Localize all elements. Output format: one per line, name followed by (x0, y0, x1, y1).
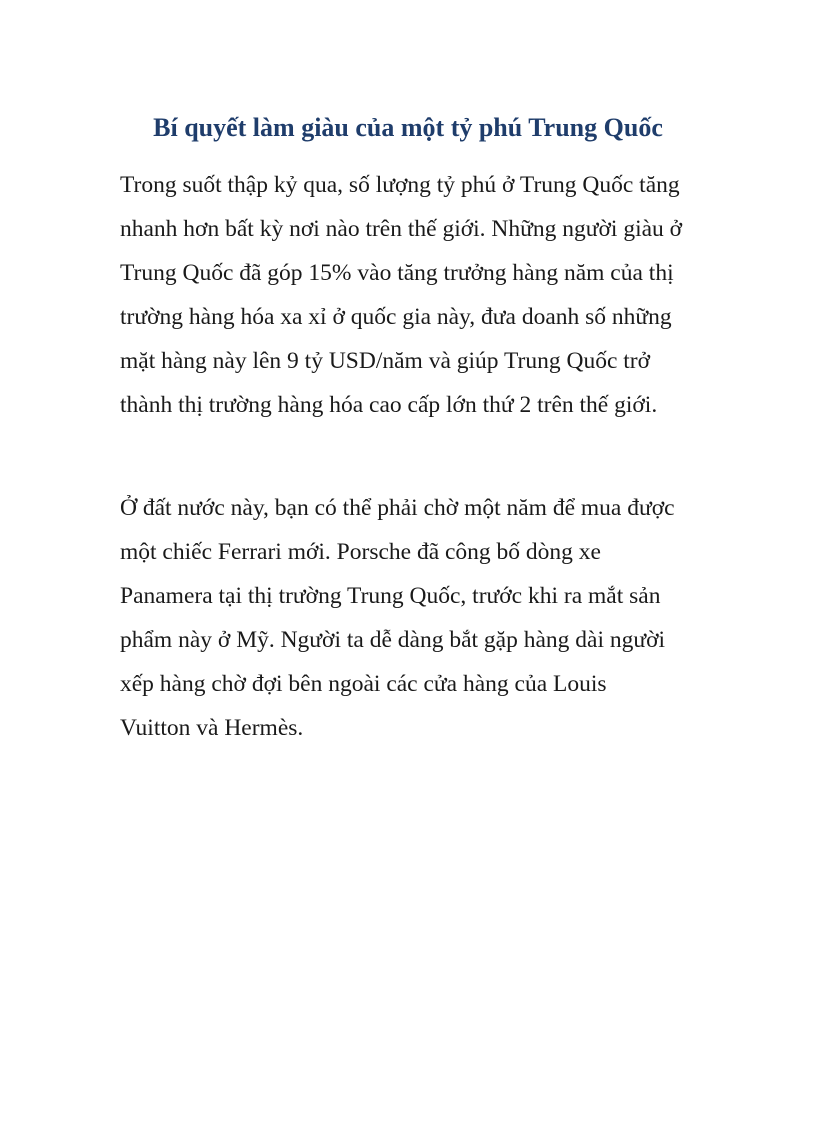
paragraph-line: Trung Quốc đã góp 15% vào tăng trưởng hàng năm của thị (120, 260, 674, 286)
paragraph-line: nhanh hơn bất kỳ nơi nào trên thế giới. Những người giàu ở (120, 216, 683, 242)
paragraph-line: một chiếc Ferrari mới. Porsche đã công bố dòng xe (120, 539, 601, 565)
paragraph-line: Ở đất nước này, bạn có thể phải chờ một năm để mua được (120, 495, 675, 521)
paragraph-line: Vuitton và Hermès. (120, 715, 304, 741)
paragraph-line: trường hàng hóa xa xỉ ở quốc gia này, đưa doanh số những (120, 304, 672, 330)
paragraph-line: mặt hàng này lên 9 tỷ USD/năm và giúp Trung Quốc trở (120, 348, 651, 374)
paragraph-line: Trong suốt thập kỷ qua, số lượng tỷ phú ở Trung Quốc tăng (120, 172, 680, 198)
paragraph-line: xếp hàng chờ đợi bên ngoài các cửa hàng của Louis (120, 671, 607, 697)
paragraph-line: thành thị trường hàng hóa cao cấp lớn thứ 2 trên thế giới. (120, 392, 658, 418)
paragraph-1 (120, 163, 720, 427)
document-title: Bí quyết làm giàu của một tỷ phú Trung Quốc (153, 113, 663, 142)
paragraph-line: phẩm này ở Mỹ. Người ta dễ dàng bắt gặp hàng dài người (120, 627, 666, 653)
paragraph-2 (120, 486, 720, 750)
paragraph-line: Panamera tại thị trường Trung Quốc, trước khi ra mắt sản (120, 583, 661, 609)
